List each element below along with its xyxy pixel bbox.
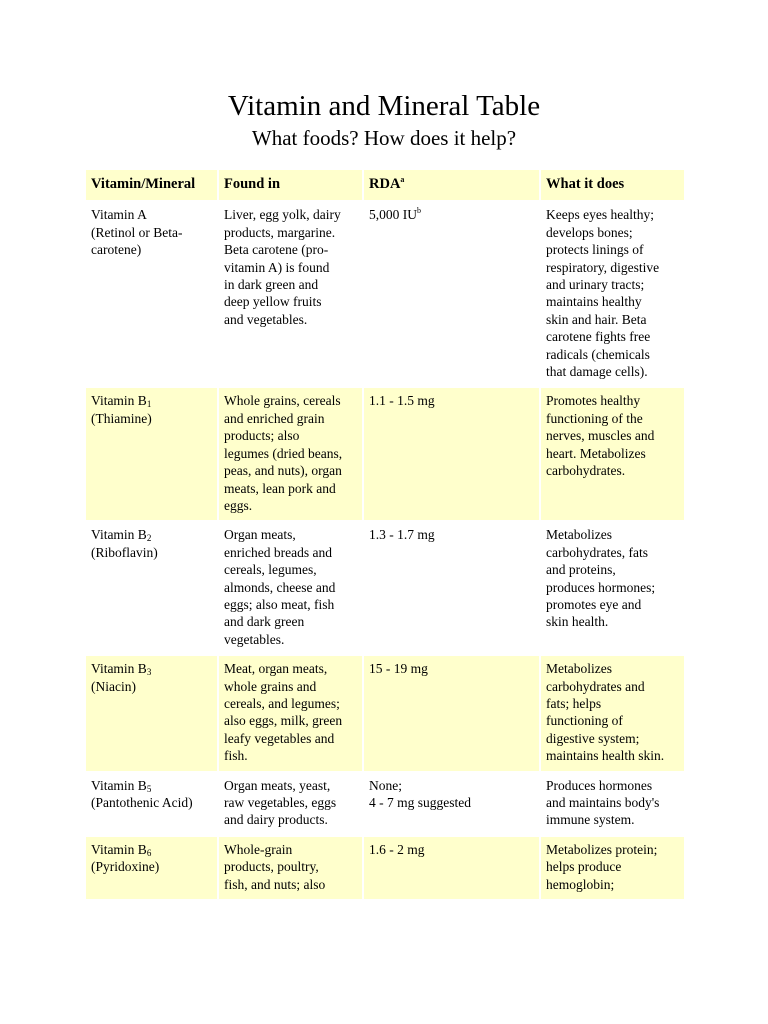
vitamin-alt-name: (Niacin) <box>91 678 136 694</box>
rda-value: 1.6 - 2 mg <box>369 841 425 857</box>
vitamin-subscript: 2 <box>146 533 152 544</box>
found-in-cell: Whole grains, cereals and enriched grain products; also legumes (dried beans, peas, and nuts), organ meats, lean pork and eggs. <box>219 388 362 520</box>
rda-cell <box>364 837 539 899</box>
found-in-cell: Organ meats, yeast, raw vegetables, eggs and dairy products. <box>224 777 337 828</box>
found-in-cell: Whole-grain products, poultry, fish, and nuts; also <box>219 837 362 899</box>
vitamin-name: Vitamin A <box>91 207 147 223</box>
rda-value: 5,000 IU <box>369 207 417 223</box>
vitamin-name: Vitamin B <box>91 527 147 543</box>
vitamin-name-cell <box>86 522 217 654</box>
found-in-cell: Meat, organ meats, whole grains and cereals, and legumes; also eggs, milk, green leafy vegetables and fish. <box>219 656 362 770</box>
vitamin-subscript: 1 <box>146 399 152 410</box>
header-rda <box>364 170 539 200</box>
table-row <box>86 656 684 770</box>
vitamin-subscript: 3 <box>146 667 152 678</box>
rda-value: 1.3 - 1.7 mg <box>369 527 435 543</box>
vitamin-alt-name: (Thiamine) <box>91 410 152 426</box>
vitamin-name-cell <box>86 837 217 899</box>
vitamin-name-cell <box>86 388 217 520</box>
what-it-does-cell: Metabolizes carbohydrates and fats; helps functioning of digestive system; maintains health skin. <box>541 656 684 770</box>
table-header-row <box>86 170 684 200</box>
found-in-cell: Liver, egg yolk, dairy products, margarine. Beta carotene (pro- vitamin A) is found in dark green and deep yellow fruits and vegetables. <box>224 207 341 327</box>
what-it-does-cell: Metabolizes protein; helps produce hemoglobin; <box>541 837 684 899</box>
vitamin-subscript: 6 <box>146 847 152 858</box>
vitamin-alt-name: (Riboflavin) <box>91 544 158 560</box>
vitamin-name: Vitamin B <box>91 393 147 409</box>
what-it-does-cell: Metabolizes carbohydrates, fats and proteins, produces hormones; promotes eye and skin health. <box>546 527 656 630</box>
rda-cell <box>364 388 539 520</box>
rda-cell <box>364 773 539 835</box>
rda-value: 15 - 19 mg <box>369 661 428 677</box>
what-it-does-cell: Keeps eyes healthy; develops bones; protects linings of respiratory, digestive and urinary tracts; maintains healthy skin and hair. Beta carotene fights free radicals (chemicals that damage cells). <box>546 207 660 380</box>
page-title: Vitamin and Mineral Table <box>227 90 541 122</box>
page-subtitle: What foods? How does it help? <box>251 126 517 150</box>
vitamin-alt-name: (Retinol or Beta- carotene) <box>91 224 183 258</box>
header-what-it-does: What it does <box>541 170 684 200</box>
vitamin-name-cell <box>86 656 217 770</box>
rda-value: 1.1 - 1.5 mg <box>369 393 435 409</box>
rda-cell <box>364 202 539 386</box>
rda-cell <box>364 656 539 770</box>
table-row <box>86 522 684 654</box>
header-rda-label: RDA <box>369 176 401 192</box>
vitamin-name: Vitamin B <box>91 841 147 857</box>
vitamin-name-cell <box>86 773 217 835</box>
found-in-cell: Organ meats, enriched breads and cereals, legumes, almonds, cheese and eggs; also meat, fish and dark green vegetables. <box>224 527 336 647</box>
table-row <box>86 837 684 899</box>
vitamin-table <box>84 168 686 901</box>
vitamin-name-cell <box>86 202 217 386</box>
rda-value: None; 4 - 7 mg suggested <box>369 777 471 810</box>
rda-footnote: b <box>417 206 421 216</box>
table-row <box>86 388 684 520</box>
vitamin-name: Vitamin B <box>91 777 147 793</box>
what-it-does-cell: Promotes healthy functioning of the nerves, muscles and heart. Metabolizes carbohydrates. <box>541 388 684 520</box>
rda-cell <box>364 522 539 654</box>
header-rda-footnote: a <box>400 175 405 184</box>
header-vitamin: Vitamin/Mineral <box>86 170 217 200</box>
vitamin-alt-name: (Pyridoxine) <box>91 859 160 875</box>
vitamin-alt-name: (Pantothenic Acid) <box>91 795 193 810</box>
vitamin-subscript: 5 <box>146 783 152 794</box>
vitamin-name: Vitamin B <box>91 661 147 677</box>
header-found-in: Found in <box>219 170 362 200</box>
table-row <box>86 773 684 835</box>
what-it-does-cell: Produces hormones and maintains body's immune system. <box>546 777 660 828</box>
table-row <box>86 202 684 386</box>
